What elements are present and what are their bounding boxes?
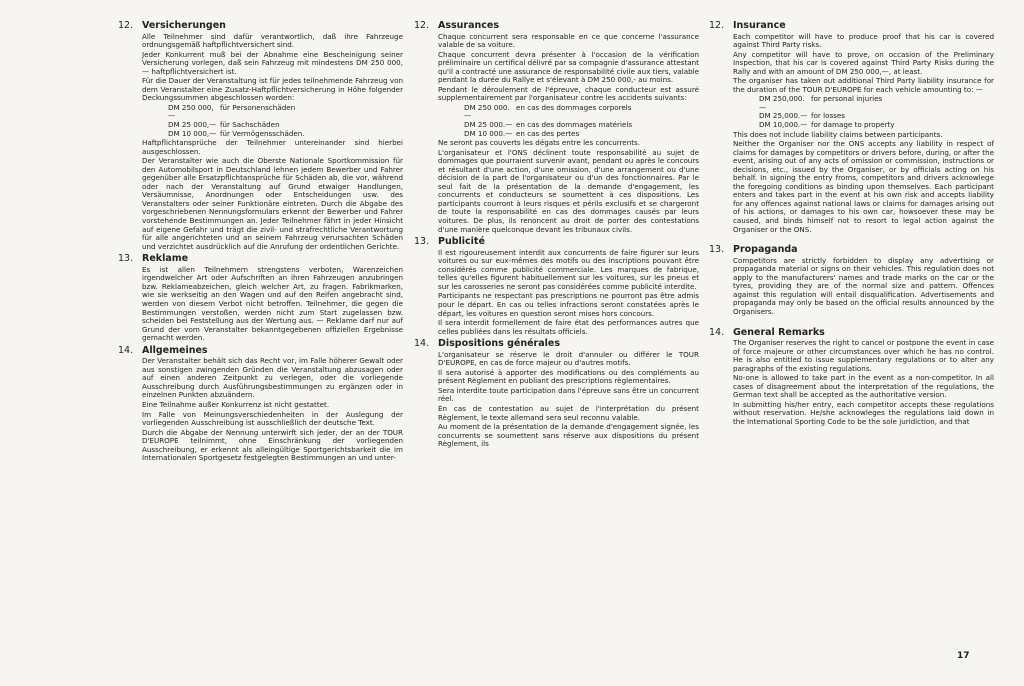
paragraph: Il sera autorisé à apporter des modifications ou des compléments au présent Règlement en publiant des prescriptions règlementaires. — [438, 367, 699, 386]
coverage-row: DM 10 000.— en cas des pertes — [464, 128, 580, 138]
coverage-table — [759, 95, 994, 129]
paragraph: Pendant le déroulement de l'épreuve, chaque conducteur est assuré supplementairement par l'organisateur contre les accidents suivants: — [438, 84, 699, 103]
coverage-table — [464, 104, 699, 138]
paragraph: Participants ne respectant pas prescriptions ne pourront pas être admis pour le départ. En cas ou telles infractions seront constatées après le départ, les voitures en question seront mises hors concours. — [438, 291, 699, 318]
paragraph: L'organisateur et l'ONS déclinent toute responsabilité au sujet de dommages que pourraient survenir avant, pendant ou après le concours et résultant d'une action, d'une omission, d'une arrangement ou d'une décision de la part de l'organisateur ou d'un des fonctionnaires. Par le seul fait de la présentation de la demande d'engagement, les concurrents et conducteurs se soumettent à ces dispositions. Les participants courront à leurs risques et périls exclusifs et se chargeront de toute la responsabilité en cas des dommages causés par leurs voitures. De plus, ils renoncent au droit de porter des contestations d'une manière quelconque devant les tribunaux civils. — [438, 147, 699, 234]
section-title: Allgemeines — [142, 344, 208, 356]
paragraph: Es ist allen Teilnehmern strengstens verboten, Warenzeichen irgendwelcher Art oder Aufschriften an ihren Fahrzeugen anzubringen bzw. Reklameabzeichen, gleich welcher Art, zu fragen. Fabrikmarken, wie sie werkseitig an den Wagen und auf den Reifen angebracht sind, werden von diesem Verbot nicht betroffen. Teilnehmer, die gegen die Bestimmungen verstoßen, werden nicht zum Start zugelassen bzw. scheiden bei Feststellung aus der Wertung aus. — Reklame darf nur auf Grund der vom Veranstalter bekanntgegebenen offiziellen Ergebnisse gemacht werden. — [142, 264, 403, 343]
column-german — [118, 22, 403, 467]
section-publicite — [414, 238, 699, 336]
paragraph: Chaque concurrent devra présenter à l'occasion de la vérification préliminaire un certifical délivré par sa compagnie d'assurance attestant qu'il a contracté une assurance de responsabilité civile aux tiers, valable pendant la durée du Rallye et s'élevant à DM 250 000,- au moins. — [438, 49, 699, 85]
column-english — [709, 22, 994, 431]
paragraph: Durch die Abgabe der Nennung unterwirft sich jeder, der an der TOUR D'EUROPE teilnimmt, ohne Einschränkung der vorliegenden Ausschreibung, er erkennt als alleingültige Sportgerichtsbarkeit die im Internationalen Sportgesetz festgelegten Bestimmungen an und unter- — [142, 427, 403, 463]
paragraph: Neither the Organiser nor the ONS accepts any liability in respect of claims for damages by competitors or drivers before, during, or after the event, arising out of any acts of omission or commission, instructions or decisions, etc., issued by the Organiser, or by officials acting on his behalf. In signing the entry froms, competitors and drivers acknowlege the foregoing conditions as binding upon themselves. Each participant enters and takes part in the event at his own risk and accepts liability for any offences against national laws or claims for damages arising out of his actions, or damages to his own car, howsoever these may be caused, and binds himself not to resort to legal action against the Organiser or the ONS. — [733, 139, 994, 234]
paragraph: Für die Dauer der Veranstaltung ist für jedes teilnehmende Fahrzeug von dem Veranstalter eine Zusatz-Haftpflichtversicherung in Höhe folgender Deckungssummen abgeschlossen worden: — [142, 76, 403, 103]
section-number: 14. — [118, 344, 134, 356]
paragraph: Jeder Konkurrent muß bei der Abnahme eine Bescheinigung seiner Versicherung vorlegen, daß sein Fahrzeug mit mindestens DM 250 000,— haftpflichtversichert ist. — [142, 49, 403, 76]
column-french — [414, 22, 699, 453]
section-title: Versicherungen — [142, 20, 226, 31]
section-title: Propaganda — [733, 244, 798, 256]
paragraph: Im Falle von Meinungsverschiedenheiten in der Auslegung der vorliegenden Ausschreibung ist ausschließlich der deutsche Text. — [142, 409, 403, 428]
coverage-row: DM 25 000,— für Sachschäden — [168, 120, 280, 130]
section-allgemeines — [118, 344, 403, 463]
coverage-row: DM 25,000.— for losses — [759, 111, 845, 121]
paragraph: Any competitor will have to prove, on occasion of the Preliminary Inspection, that his car is covered against Third Party Risks during the Rally and with an amount of DM 250 000,—, at least. — [733, 49, 994, 76]
coverage-row: DM 250 000.— en cas des dommages corporels — [464, 102, 632, 121]
paragraph: Haftpflichtansprüche der Teilnehmer untereinander sind hierbei ausgeschlossen. — [142, 138, 403, 156]
section-number: 12. — [414, 20, 430, 31]
paragraph: The organiser has taken out additional Third Party liability insurance for the duration of the TOUR D'EUROPE for each vehicle amounting to: — — [733, 76, 994, 94]
coverage-row: DM 250 000,— für Personenschäden — [168, 102, 296, 121]
coverage-row: DM 250,000.— for personal injuries — [759, 94, 883, 112]
paragraph: No-one is allowed to take part in the event as a non-competitor. In all cases of disagreement about the interpretation of the regulations, the German text shall be accepted as the authoritative version. — [733, 373, 994, 400]
section-reklame — [118, 255, 403, 342]
paragraph: L'organisateur se réserve le droit d'annuler ou différer le TOUR D'EUROPE, en cas de force majeur ou d'autres motifs. — [438, 349, 699, 368]
section-number: 14. — [414, 338, 430, 350]
paragraph: Alle Teilnehmer sind dafür verantwortlich, daß ihre Fahrzeuge ordnungsgemäß haftpflichtversichert sind. — [142, 31, 403, 50]
section-title: Reklame — [142, 253, 189, 265]
section-number: 13. — [118, 253, 134, 265]
paragraph: The Organiser reserves the right to cancel or postpone the event in case of force majeure or other circumstances over which he has no control. He is also entitled to issue supplementary regulations or to alter any paragraphs of the existing regulations. — [733, 338, 994, 373]
section-number: 13. — [414, 236, 430, 248]
paragraph: Der Veranstalter behält sich das Recht vor, im Falle höherer Gewalt oder aus sonstigen zwingenden Gründen die Veranstaltung abzusagen oder auf einen anderen Zeitpunkt zu verlegen, oder die vorliegende Ausschreibung durch Ausführungsbestimmungen zu ergänzen oder in einzelnen Punkten abzuändern. — [142, 356, 403, 400]
section-title: Dispositions générales — [438, 338, 560, 350]
section-title: General Remarks — [733, 326, 825, 338]
page-number: 17 — [957, 651, 970, 661]
paragraph: Der Veranstalter wie auch die Oberste Nationale Sportkommission für den Automobilsport in Deutschland lehnen jedem Bewerber und Fahrer gegenüber alle Ersatzpflichtansprüche für Schäden ab, die vor, während oder nach der Veranstaltung auf Grund etwaiger Handlungen, Versäumnisse, Anordnungen oder Entscheidungen usw. des Veranstalters oder seiner Funktionäre eintreten. Durch die Abgabe des vorgeschriebenen Nennungsformulars erkennt der Bewerber und Fahrer vorstehende Bestimmungen an. Jeder Teilnehmer fährt in jeder Hinsicht auf eigene Gefahr und trägt die zivil- und strafrechtliche Verantwortung für alle angerichteten und an seinem Fahrzeug verursachten Schäden und verzichtet ausdrücklich auf die Anrufung der ordentlichen Gerichte. — [142, 156, 403, 251]
coverage-table — [168, 104, 403, 138]
section-title: Assurances — [438, 20, 500, 31]
section-number: 14. — [709, 326, 725, 338]
section-dispositions-generales — [414, 340, 699, 449]
section-title: Publicité — [438, 236, 485, 248]
paragraph: Eine Teilnahme außer Konkurrenz ist nicht gestattet. — [142, 399, 330, 409]
paragraph: Competitors are strictly forbidden to display any advertising or propaganda material or signs on their vehicles. This regulation does not apply to the manufacturers' names and trade marks on the car or the tyres, providing they are of the normal size and pattern. Offences against this regulation will entail disqualification. Advertisements and propaganda may only be based on the official results announced by the Organisers. — [733, 255, 994, 316]
paragraph: Chaque concurrent sera responsable en ce que concerne l'assurance valable de sa voiture. — [438, 31, 699, 50]
section-general-remarks — [709, 326, 994, 427]
paragraph: In submitting his/her entry, each competitor accepts these regulations without reservation. He/she acknowleges the regulations laid down in the International Sporting Code to be the sole juridiction, and that — [733, 399, 994, 426]
section-insurance — [709, 22, 994, 234]
paragraph: En cas de contestation au sujet de l'interprétation du présent Règlement, le texte allemand sera seul reconnu valable. — [438, 403, 699, 422]
coverage-row: DM 10 000,— für Vermögensschäden. — [168, 128, 305, 138]
paragraph: Ne seront pas couverts les dégats entre les concurrents. — [438, 138, 641, 148]
section-number: 12. — [709, 20, 725, 31]
paragraph: Sera interdite toute participation dans l'épreuve sans être un concurrent réel. — [438, 385, 699, 404]
section-number: 13. — [709, 244, 725, 256]
paragraph: Il sera interdit formellement de faire état des performances autres que celles publiées dans les résultats officiels. — [438, 318, 699, 336]
coverage-row: DM 10,000.— for damage to property — [759, 120, 895, 130]
section-versicherungen — [118, 22, 403, 251]
paragraph: Each competitor will have to produce proof that his car is covered against Third Party risks. — [733, 31, 994, 50]
section-propaganda — [709, 246, 994, 316]
section-assurances — [414, 22, 699, 234]
paragraph: Il est rigoureusement interdit aux concurrents de faire figurer sur leurs voitures ou sur eux-mêmes des motifs ou des inscriptions pouvant être considérés comme publicité commerciale. Les marques de fabrique, telles qu'elles figurent habituellement sur les voitures, sur les pneus et sur les carosseries ne seront pas considérées comme publicité interdite. — [438, 247, 699, 291]
paragraph: Au moment de la présentation de la demande d'engagement signée, les concurrents se soumettent sans réserve aux dispositions du présent Règlement, ils — [438, 422, 699, 449]
paragraph: This does not include liability claims between participants. — [733, 129, 943, 139]
section-number: 12. — [118, 20, 134, 31]
section-title: Insurance — [733, 20, 786, 31]
coverage-row: DM 25 000.— en cas des dommages matériels — [464, 120, 633, 130]
